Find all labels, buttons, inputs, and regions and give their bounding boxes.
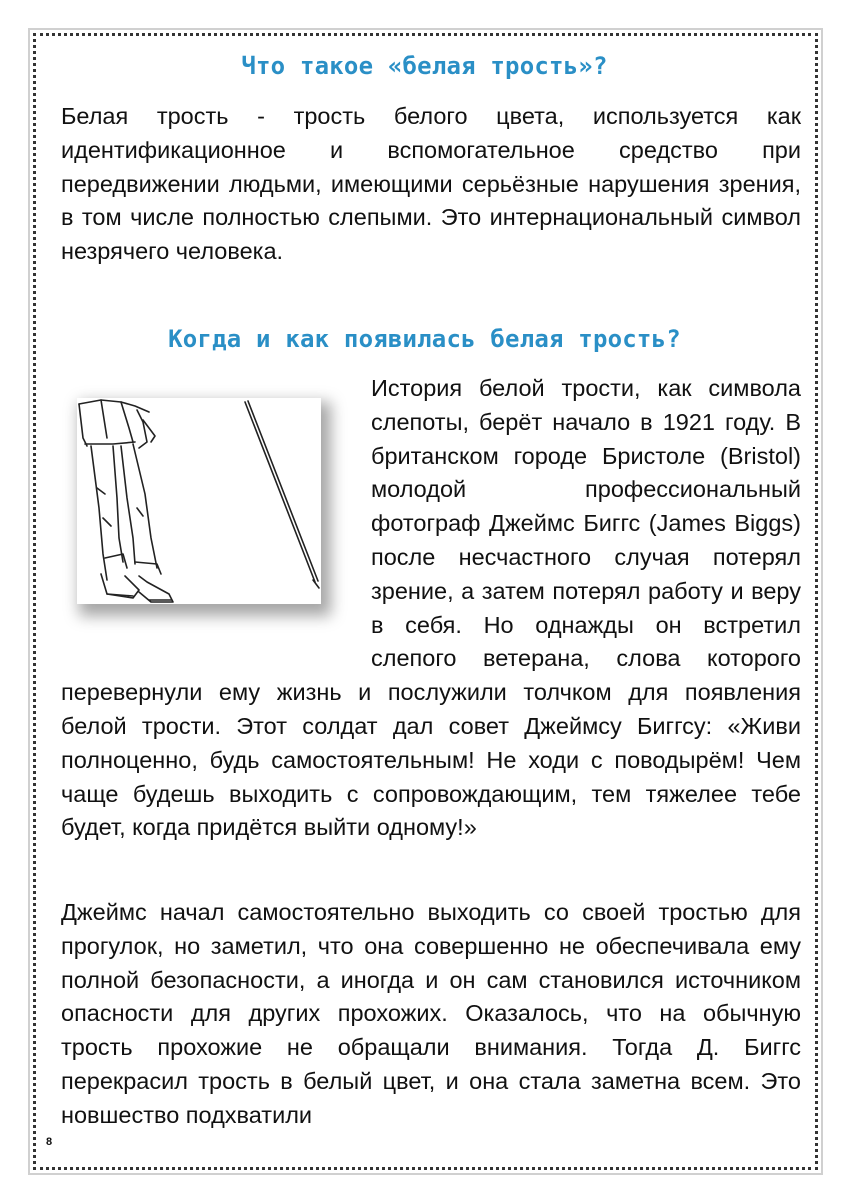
figure-spacer bbox=[61, 372, 371, 644]
section-title-white-cane: Что такое «белая трость»? bbox=[241, 52, 608, 80]
paragraph-history-continued: Джеймс начал самостоятельно выходить со своей тростью для прогулок, но заметил, что она совершенно не обеспечивала ему полной безопасности, а иногда и он сам становился источником опасности для других прохожих. Оказалось, что на обычную трость прохожие не обращали внимания. Тогда Д. Биггс перекрасил трость в белый цвет, и она стала заметна всем. Это новшество подхватили bbox=[61, 899, 801, 1128]
paragraph-definition: Белая трость - трость белого цвета, используется как идентификационное и вспомогательное средство при передвижении людьми, имеющими серьёзные нарушения зрения, в том числе полностью слепыми. Это интернациональный символ незрячего человека. bbox=[61, 103, 801, 265]
section-title-history: Когда и как появилась белая трость? bbox=[168, 325, 681, 353]
paragraph-history bbox=[61, 372, 801, 845]
page-number: 8 bbox=[46, 1136, 53, 1148]
paragraph-history-text: История белой трости, как символа слепоты, берёт начало в 1921 году. В британском городе Бристоле (Bristol) молодой профессиональный фотограф Джеймс Биггс (James Biggs) после несчастного случая потерял зрение, а затем потерял работу и веру в себя. Но однажды он встретил слепого ветерана, слова которого перевернули ему жизнь и послужили толчком для появления белой трости. Этот солдат дал совет Джеймсу Биггсу: «Живи полноценно, будь самостоятельным! Не ходи с поводырём! Чем чаще будешь выходить с сопровождающим, тем тяжелее тебе будет, когда придётся выйти одному!» bbox=[61, 375, 801, 841]
